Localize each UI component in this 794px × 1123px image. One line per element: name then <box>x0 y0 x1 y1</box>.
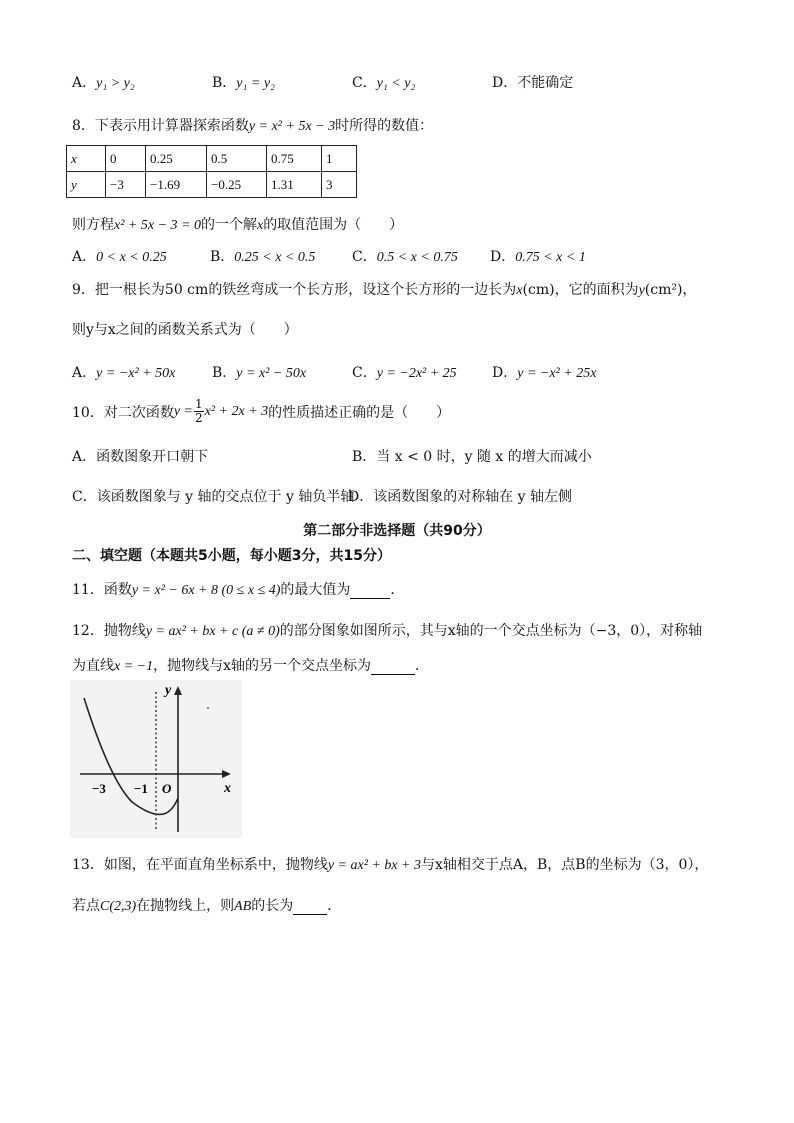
parabola-figure <box>70 680 242 838</box>
q7-option-c: C．y₁ < y₂ <box>352 75 416 91</box>
speck-dot <box>207 707 209 709</box>
q10-option-d: D．该函数图象的对称轴在 y 轴左侧 <box>348 489 573 505</box>
section2-title: 二、填空题（本题共5小题，每小题3分，共15分） <box>72 548 391 564</box>
q8-option-a: A．0 < x < 0.25 <box>72 249 167 265</box>
q7-option-b: B．y₁ = y₂ <box>212 75 275 91</box>
q12-stem-line2: 为直线x = −1，抛物线与x轴的另一个交点坐标为 ． <box>72 658 430 674</box>
table-cell: −1.69 <box>146 172 207 198</box>
x-axis-label: x <box>224 781 231 796</box>
table-cell: 1 <box>322 146 357 172</box>
q13-stem: 13．如图，在平面直角坐标系中，抛物线y = ax² + bx + 3与x轴相交于点A，B，点B的坐标为（3，0）， <box>72 857 709 873</box>
table-cell: −0.25 <box>207 172 267 198</box>
q9-stem-line2: 则y与x之间的函数关系式为（ ） <box>72 322 298 338</box>
q10-option-a: A．函数图象开口朝下 <box>72 449 209 465</box>
origin-label: O <box>162 781 172 796</box>
table-cell: x <box>67 146 106 172</box>
q8-option-d: D．0.75 < x < 1 <box>490 249 586 265</box>
table-cell: 1.31 <box>267 172 322 198</box>
table-cell: 0.25 <box>146 146 207 172</box>
table-cell: y <box>67 172 106 198</box>
q12-stem: 12．抛物线y = ax² + bx + c (a ≠ 0)的部分图象如图所示，其与x轴的一个交点坐标为（−3，0），对称轴 <box>72 623 703 639</box>
table-cell: 0.75 <box>267 146 322 172</box>
table-cell: −3 <box>106 172 146 198</box>
fraction: $\frac{1}{2}$ <box>195 397 203 425</box>
q13-stem-line2: 若点C(2,3)在抛物线上，则AB的长为 ． <box>72 898 342 914</box>
table-row <box>67 172 357 198</box>
table-cell: 3 <box>322 172 357 198</box>
q8-stem: 8．下表示用计算器探索函数y = x² + 5x − 3时所得的数值： <box>72 118 434 134</box>
answer-blank[interactable] <box>371 658 415 675</box>
q11-stem: 11．函数y = x² − 6x + 8 (0 ≤ x ≤ 4)的最大值为 ． <box>72 582 405 598</box>
q9-stem: 9．把一根长为50 cm的铁丝弯成一个长方形，设这个长方形的一边长为x(cm)，它的面积为y(cm²)， <box>72 282 697 298</box>
q9-option-a: A．y = −x² + 50x <box>72 365 176 381</box>
q10-stem: 10．对二次函数 y = $\frac{1}{2}$ x² + 2x + 3 的性质描述正确的是（ ） <box>72 397 451 425</box>
table-cell: 0 <box>106 146 146 172</box>
answer-blank[interactable] <box>293 898 327 915</box>
q9-option-b: B．y = x² − 50x <box>212 365 307 381</box>
q10-option-b: B．当 x < 0 时，y 随 x 的增大而减小 <box>352 449 592 465</box>
q7-option-a: A．y₁ > y₂ <box>72 75 135 91</box>
minus3-label: −3 <box>92 781 106 796</box>
answer-blank[interactable] <box>350 582 390 599</box>
table-row <box>67 146 357 172</box>
q9-option-c: C．y = −2x² + 25 <box>352 365 457 381</box>
table-cell: 0.5 <box>207 146 267 172</box>
q10-option-c: C．该函数图象与 y 轴的交点位于 y 轴负半轴 <box>72 489 355 505</box>
minus1-label: −1 <box>134 781 148 796</box>
q8-question: 则方程x² + 5x − 3 = 0的一个解x的取值范围为（ ） <box>72 217 404 233</box>
q9-option-d: D．y = −x² + 25x <box>492 365 597 381</box>
q8-option-b: B．0.25 < x < 0.5 <box>210 249 316 265</box>
y-axis-label: y <box>165 683 172 698</box>
part2-title: 第二部分非选择题（共90分） <box>303 523 491 539</box>
q7-option-d: D．不能确定 <box>492 75 574 91</box>
q8-value-table <box>66 145 357 198</box>
q8-option-c: C．0.5 < x < 0.75 <box>352 249 458 265</box>
